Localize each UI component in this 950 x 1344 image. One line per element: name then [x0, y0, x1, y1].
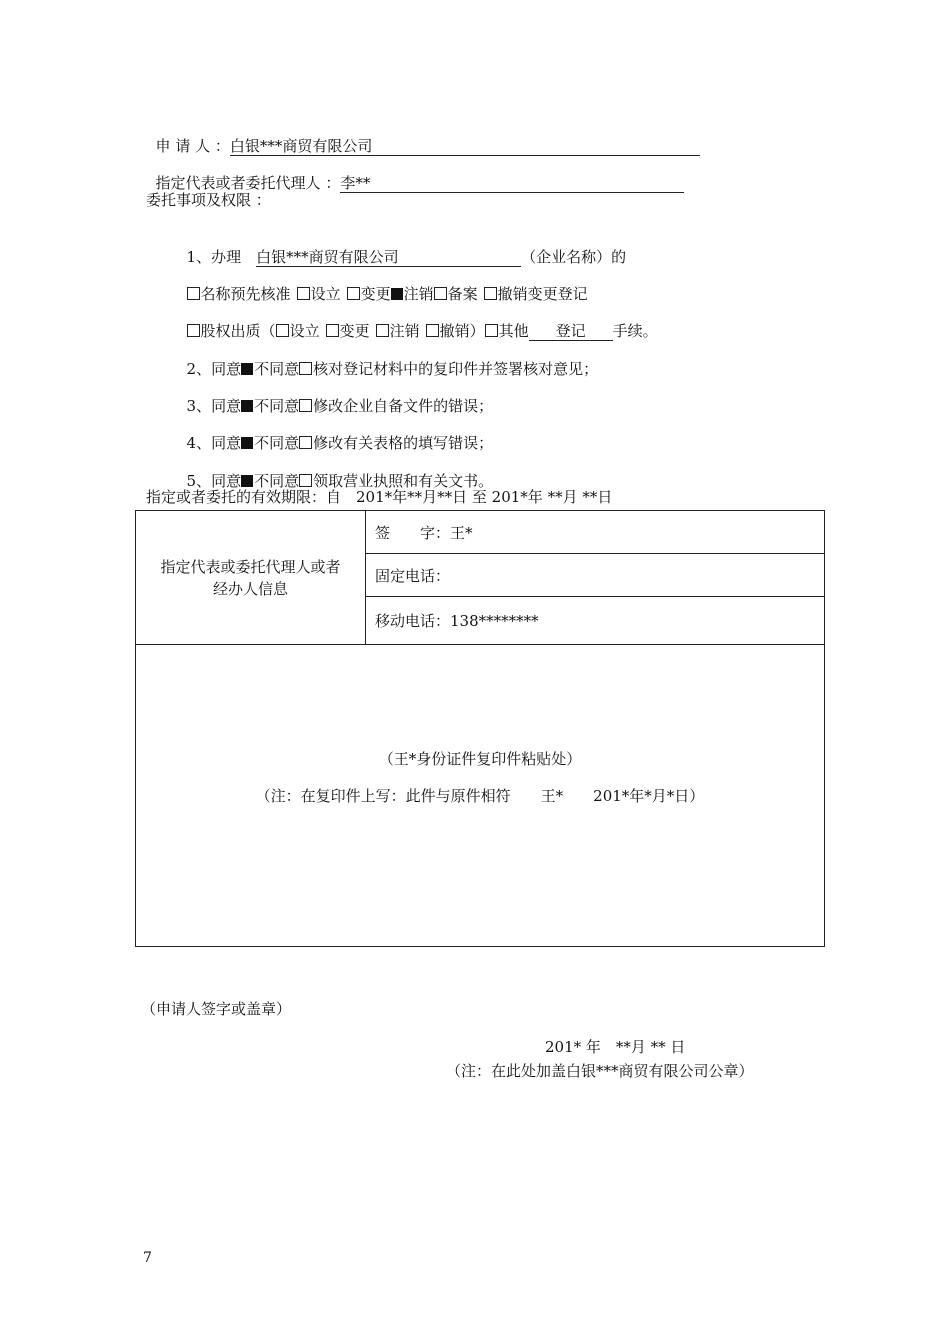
- item1-prefix: 1、办理: [186, 248, 242, 266]
- item1-company: 白银***商贸有限公司: [256, 248, 399, 266]
- checkbox-icon[interactable]: [299, 474, 312, 487]
- permission-number: 3、: [186, 397, 212, 415]
- id-copy-paste-area: [136, 645, 825, 947]
- agent-info-label-cell: [136, 511, 366, 645]
- checked-box-icon[interactable]: [241, 400, 253, 412]
- other-value: 登记: [555, 322, 586, 340]
- agree-label: 同意: [211, 472, 242, 490]
- checkbox-icon: [376, 324, 389, 337]
- checkbox-icon[interactable]: [299, 399, 312, 412]
- authority-heading: 委托事项及权限 ：: [146, 191, 271, 209]
- checkbox-icon: [347, 287, 360, 300]
- agent-value: 李**: [340, 174, 371, 192]
- checkbox-icon[interactable]: [299, 362, 312, 375]
- option-equity-cancel[interactable]: [376, 321, 420, 341]
- permission-row: [177, 376, 493, 416]
- applicant-label: 申 请 人 ：: [155, 137, 230, 155]
- option-label: 撤销）: [439, 322, 485, 340]
- checkbox-icon: [434, 287, 447, 300]
- paste-note: （注：在复印件上写：此件与原件相符 王* 201*年*月*日）: [255, 787, 705, 806]
- agent-info-label-line2: 经办人信息: [212, 579, 288, 598]
- agent-field[interactable]: [340, 174, 684, 193]
- permission-text: 核对登记材料中的复印件并签署核对意见；: [313, 360, 599, 378]
- option-label: 设立: [289, 322, 320, 340]
- agree-label: 同意: [211, 360, 242, 378]
- seal-note: （注：在此处加盖白银***商贸有限公司公章）: [446, 1062, 754, 1080]
- disagree-label: 不同意: [254, 434, 300, 452]
- option-equity-change[interactable]: [326, 321, 370, 341]
- permission-text: 领取营业执照和有关文书。: [313, 472, 494, 490]
- checkbox-icon: [485, 324, 498, 337]
- disagree-label: 不同意: [254, 360, 300, 378]
- option-label: 注销: [389, 322, 420, 340]
- checked-box-icon[interactable]: [241, 363, 253, 375]
- checkbox-icon: [426, 324, 439, 337]
- permission-row: [177, 339, 598, 379]
- option-label: 变更: [360, 285, 391, 303]
- applicant-sign-label: （申请人签字或盖章）: [141, 1000, 292, 1018]
- agent-info-table: [135, 510, 825, 947]
- permission-number: 5、: [186, 472, 212, 490]
- permission-row: [177, 451, 493, 491]
- signature-text: 签 字：王*: [375, 523, 473, 542]
- agree-label: 同意: [211, 434, 242, 452]
- page-number: 7: [143, 1250, 152, 1266]
- date-line: 201* 年 **月 ** 日: [545, 1038, 686, 1056]
- checked-box-icon: [391, 288, 403, 300]
- checkbox-icon: [187, 287, 200, 300]
- fixed-phone-cell[interactable]: [366, 554, 825, 597]
- checked-box-icon[interactable]: [241, 437, 253, 449]
- option-equity-revoke[interactable]: [426, 321, 485, 341]
- permission-text: 修改企业自备文件的错误；: [313, 397, 494, 415]
- validity-period: 指定或者委托的有效期限：自 201*年**月**日 至 201*年 **月 **日: [146, 488, 613, 506]
- item1-suffix: （企业名称）的: [521, 248, 627, 266]
- checkbox-icon: [187, 324, 200, 337]
- options-row-1: [177, 264, 594, 304]
- checked-box-icon[interactable]: [241, 475, 253, 487]
- fixed-phone-text: 固定电话：: [375, 566, 451, 585]
- option-equity-establish[interactable]: [276, 321, 320, 341]
- option-equity-pledge[interactable]: [187, 321, 276, 341]
- checkbox-icon: [326, 324, 339, 337]
- option-label: 其他: [498, 322, 529, 340]
- permission-number: 2、: [186, 360, 212, 378]
- paste-instruction: （王*身份证件复印件粘贴处）: [378, 750, 582, 769]
- disagree-label: 不同意: [254, 472, 300, 490]
- checkbox-icon: [276, 324, 289, 337]
- signature-cell[interactable]: [366, 511, 825, 554]
- permission-text: 修改有关表格的填写错误；: [313, 434, 494, 452]
- disagree-label: 不同意: [254, 397, 300, 415]
- options-row-2: [177, 301, 658, 341]
- option-label: 设立: [310, 285, 341, 303]
- option-label: 股权出质（: [200, 322, 276, 340]
- permission-number: 4、: [186, 434, 212, 452]
- applicant-row: [146, 116, 700, 156]
- option-label: 注销: [403, 285, 434, 303]
- checkbox-icon[interactable]: [299, 436, 312, 449]
- mobile-phone-text: 移动电话：138********: [375, 612, 539, 631]
- agent-label: 指定代表或者委托代理人 ：: [155, 174, 341, 192]
- item1-row: [177, 227, 626, 267]
- other-ending: 手续。: [612, 322, 658, 340]
- applicant-value: 白银***商贸有限公司: [229, 137, 373, 155]
- mobile-phone-cell[interactable]: [366, 597, 825, 645]
- permission-row: [177, 413, 493, 453]
- agree-label: 同意: [211, 397, 242, 415]
- option-other[interactable]: [485, 321, 529, 341]
- checkbox-icon: [297, 287, 310, 300]
- option-label: 变更: [339, 322, 370, 340]
- option-label: 名称预先核准: [200, 285, 291, 303]
- agent-info-label-line1: 指定代表或委托代理人或者: [160, 557, 341, 576]
- agent-row: [146, 153, 684, 193]
- option-label: 撤销变更登记: [497, 285, 588, 303]
- option-label: 备案: [447, 285, 478, 303]
- checkbox-icon: [484, 287, 497, 300]
